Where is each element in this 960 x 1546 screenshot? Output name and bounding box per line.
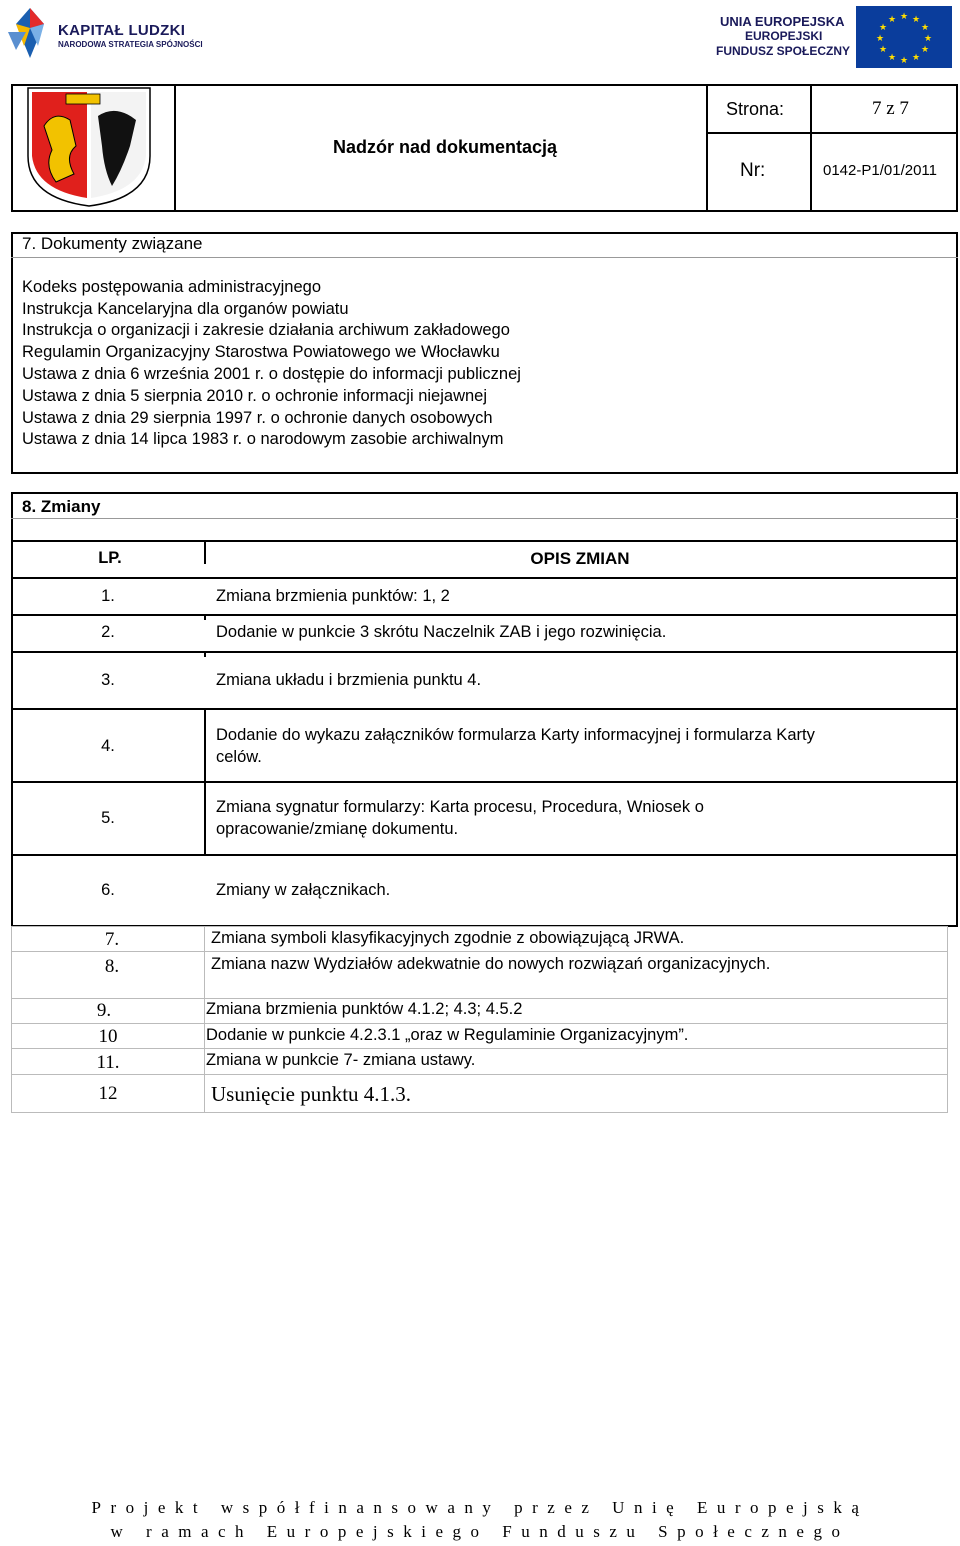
- svg-text:★: ★: [878, 45, 888, 55]
- document-item: Kodeks postępowania administracyjnego: [22, 278, 322, 296]
- row-description: Dodanie do wykazu załączników formularza Karty informacyjnej i formularza Karty: [216, 726, 815, 744]
- document-number: 0142-P1/01/2011: [823, 162, 937, 179]
- header-divider: [706, 132, 958, 134]
- row-description: Zmiana symboli klasyfikacyjnych zgodnie z obowiązującą JRWA.: [211, 929, 685, 947]
- row-number: 7.: [104, 929, 120, 950]
- table-divider: [204, 708, 206, 854]
- coat-of-arms-icon: [24, 86, 154, 208]
- table-row: [11, 1074, 948, 1113]
- kapital-ludzki-title: KAPITAŁ LUDZKI: [58, 22, 186, 39]
- document-item: Instrukcja o organizacji i zakresie działania archiwum zakładowego: [22, 321, 510, 339]
- svg-text:★: ★: [899, 56, 909, 66]
- table-divider: [11, 540, 958, 542]
- row-number: 11.: [96, 1052, 120, 1073]
- document-item: Regulamin Organizacyjny Starostwa Powiatowego we Włocławku: [22, 343, 500, 361]
- row-number: 10: [98, 1026, 118, 1047]
- table-row: [11, 1048, 948, 1075]
- row-description: Usunięcie punktu 4.1.3.: [211, 1082, 412, 1106]
- row-number: 1.: [101, 587, 115, 605]
- column-header-opis: OPIS ZMIAN: [530, 549, 630, 568]
- row-description: Zmiana sygnatur formularzy: Karta procesu, Procedura, Wniosek o: [216, 798, 704, 816]
- table-divider: [11, 708, 958, 710]
- svg-text:★: ★: [875, 34, 885, 44]
- eu-logo-line2: EUROPEJSKI: [745, 29, 823, 43]
- row-number: 3.: [101, 671, 115, 689]
- row-description: Zmiana brzmienia punktów 4.1.2; 4.3; 4.5.2: [206, 1000, 523, 1018]
- row-number: 2.: [101, 623, 115, 641]
- footer-line2: w ramach Europejskiego Funduszu Społecznego: [110, 1522, 850, 1541]
- document-item: Ustawa z dnia 29 sierpnia 1997 r. o ochronie danych osobowych: [22, 409, 493, 427]
- table-divider: [204, 651, 206, 657]
- row-description: Dodanie w punkcie 3 skrótu Naczelnik ZAB i jego rozwinięcia.: [216, 623, 667, 641]
- document-item: Ustawa z dnia 14 lipca 1983 r. o narodowym zasobie archiwalnym: [22, 430, 504, 448]
- document-number-label: Nr:: [740, 160, 766, 181]
- kapital-ludzki-subtitle: NARODOWA STRATEGIA SPÓJNOŚCI: [58, 40, 203, 49]
- page-title: Nadzór nad dokumentacją: [332, 137, 558, 157]
- page-label: Strona:: [726, 99, 785, 119]
- document-item: Ustawa z dnia 6 września 2001 r. o dostępie do informacji publicznej: [22, 365, 521, 383]
- row-description-continued: opracowanie/zmianę dokumentu.: [216, 820, 459, 838]
- section-8-title: 8. Zmiany: [22, 497, 101, 516]
- svg-text:★: ★: [887, 53, 897, 63]
- header-divider: [174, 84, 176, 212]
- table-divider: [204, 926, 205, 1113]
- table-divider: [11, 614, 958, 616]
- svg-text:★: ★: [911, 53, 921, 63]
- svg-text:★: ★: [923, 34, 933, 44]
- table-divider: [11, 518, 958, 519]
- footer-line1: Projekt współfinansowany przez Unię Europejską: [91, 1498, 869, 1517]
- table-divider: [204, 614, 206, 620]
- section-title-divider: [11, 257, 958, 258]
- row-description-continued: celów.: [216, 748, 262, 766]
- page-number: 7 z 7: [872, 98, 909, 119]
- svg-text:★: ★: [920, 45, 930, 55]
- row-description: Zmiana brzmienia punktów: 1, 2: [216, 587, 450, 605]
- kapital-ludzki-emblem-icon: [4, 6, 56, 60]
- table-divider: [204, 540, 206, 564]
- svg-text:★: ★: [920, 23, 930, 33]
- row-number: 8.: [104, 956, 120, 977]
- table-divider: [11, 651, 958, 653]
- row-number: 9.: [96, 1000, 112, 1021]
- document-item: Ustawa z dnia 5 sierpnia 2010 r. o ochronie informacji niejawnej: [22, 387, 488, 405]
- section-7-title: 7. Dokumenty związane: [22, 234, 203, 253]
- row-number: 5.: [101, 809, 115, 827]
- column-header-lp: LP.: [98, 549, 122, 567]
- table-divider: [11, 854, 958, 856]
- row-description: Zmiana w punkcie 7- zmiana ustawy.: [206, 1051, 476, 1069]
- row-number: 6.: [101, 881, 115, 899]
- table-divider: [11, 781, 958, 783]
- eu-flag-icon: [856, 6, 952, 68]
- eu-logo-line3: FUNDUSZ SPOŁECZNY: [716, 44, 851, 58]
- eu-logo-line1: UNIA EUROPEJSKA: [720, 14, 845, 29]
- header-divider: [810, 84, 812, 212]
- row-description: Zmiana układu i brzmienia punktu 4.: [216, 671, 482, 689]
- header-divider: [706, 84, 708, 212]
- row-description: Zmiany w załącznikach.: [216, 881, 391, 899]
- row-number: 12: [98, 1083, 118, 1104]
- svg-text:★: ★: [899, 12, 909, 22]
- table-divider: [11, 577, 958, 579]
- svg-text:★: ★: [887, 15, 897, 25]
- svg-text:★: ★: [878, 23, 888, 33]
- svg-text:★: ★: [911, 15, 921, 25]
- row-description: Dodanie w punkcie 4.2.3.1 „oraz w Regulaminie Organizacyjnym”.: [206, 1026, 689, 1044]
- document-item: Instrukcja Kancelaryjna dla organów powiatu: [22, 300, 349, 318]
- row-description: Zmiana nazw Wydziałów adekwatnie do nowych rozwiązań organizacyjnych.: [211, 955, 771, 973]
- row-number: 4.: [101, 737, 115, 755]
